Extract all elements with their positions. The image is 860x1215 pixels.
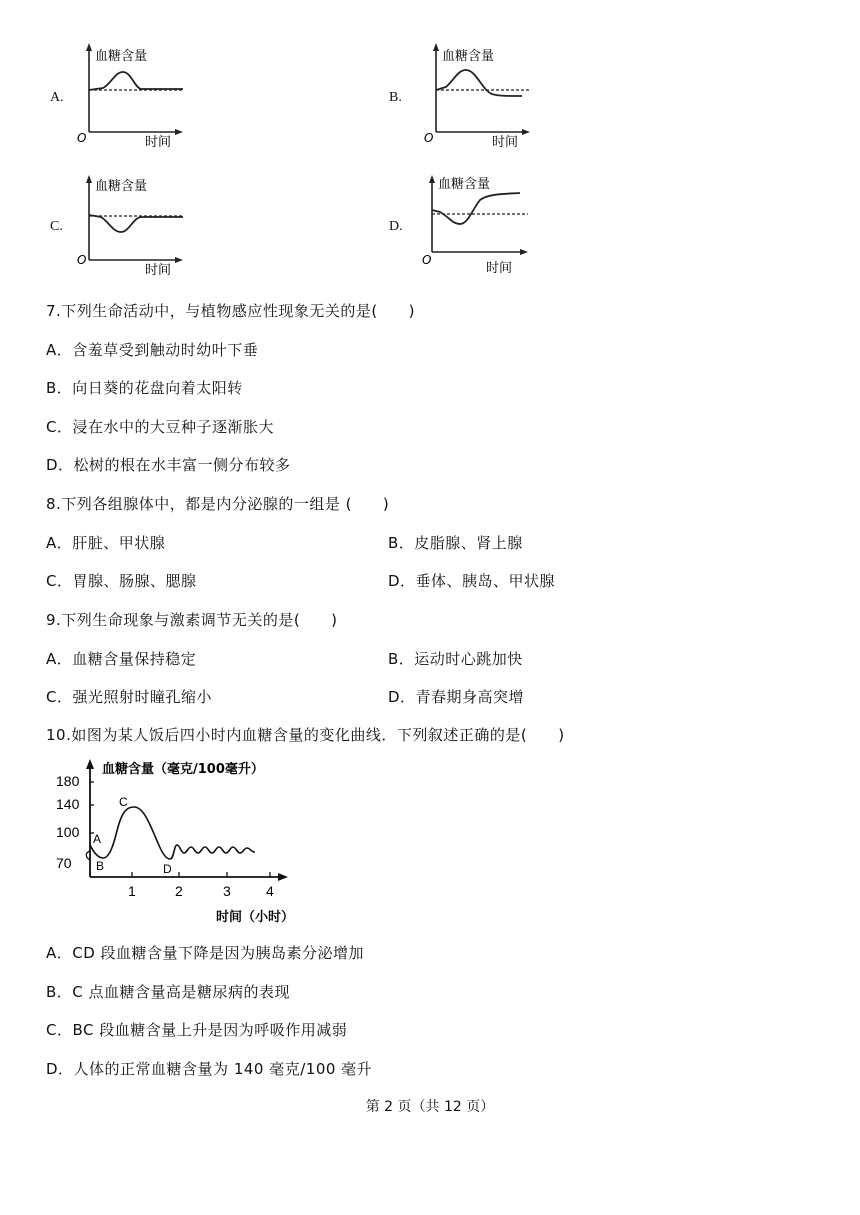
option-b-letter: B.	[389, 90, 402, 105]
blood-sugar-chart	[50, 755, 310, 930]
q9-option-d: D．青春期身高突增	[388, 688, 525, 706]
option-c-graph	[75, 172, 190, 282]
option-a-ylabel: 血糖含量	[95, 49, 148, 64]
q10-option-c: C．BC 段血糖含量上升是因为呼吸作用减弱	[46, 1021, 348, 1039]
option-d-origin: O	[422, 253, 432, 267]
chart-ylabel: 血糖含量（毫克/100毫升）	[102, 762, 264, 777]
x-tick-4: 4	[266, 883, 274, 899]
y-tick-70: 70	[56, 855, 72, 871]
option-b-origin: O	[424, 131, 434, 145]
q9-option-b: B．运动时心跳加快	[388, 650, 523, 668]
option-a-graph	[75, 40, 190, 150]
option-c-xlabel: 时间	[145, 263, 172, 278]
point-label-b: B	[96, 859, 105, 873]
q9-option-c: C．强光照射时瞳孔缩小	[46, 688, 212, 706]
q8-stem: 8.下列各组腺体中，都是内分泌腺的一组是 ( )	[46, 495, 390, 513]
x-tick-3: 3	[223, 883, 231, 899]
option-c-letter: C.	[50, 219, 63, 234]
option-a-origin: O	[77, 131, 87, 145]
option-b-ylabel: 血糖含量	[442, 49, 495, 64]
option-d-xlabel: 时间	[486, 261, 513, 276]
q8-option-d: D．垂体、胰岛、甲状腺	[388, 572, 556, 590]
point-label-d: D	[163, 862, 172, 876]
blood-sugar-curve	[90, 807, 255, 859]
q7-option-c: C．浸在水中的大豆种子逐渐胀大	[46, 418, 274, 436]
option-c-ylabel: 血糖含量	[95, 179, 148, 194]
q9-option-a: A．血糖含量保持稳定	[46, 650, 197, 668]
page-footer: 第 2 页（共 12 页）	[365, 1099, 495, 1115]
q8-option-a: A．肝脏、甲状腺	[46, 534, 166, 552]
option-c-origin: O	[77, 253, 87, 267]
option-a-letter: A.	[50, 90, 64, 105]
q7-stem: 7.下列生命活动中，与植物感应性现象无关的是( )	[46, 302, 416, 320]
chart-x-arrow	[278, 873, 288, 881]
option-d-ylabel: 血糖含量	[438, 177, 491, 192]
chart-xlabel: 时间（小时）	[216, 910, 295, 925]
x-tick-2: 2	[175, 883, 183, 899]
q8-option-b: B．皮脂腺、肾上腺	[388, 534, 523, 552]
q10-option-b: B．C 点血糖含量高是糖尿病的表现	[46, 983, 291, 1001]
option-d-letter: D.	[389, 219, 403, 234]
chart-y-arrow	[86, 759, 94, 769]
q7-option-d: D．松树的根在水丰富一侧分布较多	[46, 456, 291, 474]
y-tick-100: 100	[56, 824, 80, 840]
q7-option-a: A．含羞草受到触动时幼叶下垂	[46, 341, 259, 359]
x-tick-1: 1	[128, 883, 136, 899]
q10-stem: 10.如图为某人饭后四小时内血糖含量的变化曲线．下列叙述正确的是( )	[46, 726, 565, 744]
q9-stem: 9.下列生命现象与激素调节无关的是( )	[46, 611, 338, 629]
q10-option-d: D．人体的正常血糖含量为 140 毫克/100 毫升	[46, 1060, 373, 1078]
option-b-xlabel: 时间	[492, 135, 519, 150]
point-label-a: A	[93, 832, 102, 846]
q10-option-a: A．CD 段血糖含量下降是因为胰岛素分泌增加	[46, 944, 365, 962]
option-b-graph	[422, 40, 537, 150]
y-tick-180: 180	[56, 773, 80, 789]
option-d-graph	[422, 172, 537, 282]
option-a-xlabel: 时间	[145, 135, 172, 150]
q8-option-c: C．胃腺、肠腺、腮腺	[46, 572, 197, 590]
point-label-c: C	[119, 795, 128, 809]
q7-option-b: B．向日葵的花盘向着太阳转	[46, 379, 243, 397]
y-tick-140: 140	[56, 796, 80, 812]
